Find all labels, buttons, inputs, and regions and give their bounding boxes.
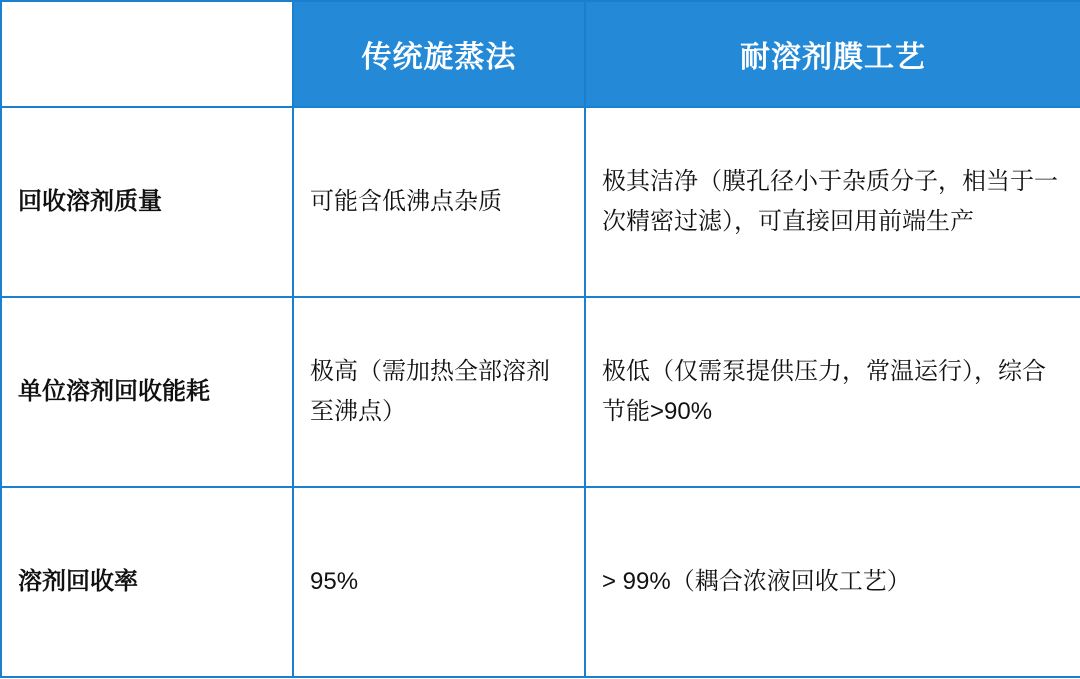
cell-traditional-solvent-quality: 可能含低沸点杂质 — [293, 107, 585, 297]
cell-traditional-recovery-rate: 95% — [293, 487, 585, 677]
row-label-recovery-rate: 溶剂回收率 — [1, 487, 293, 677]
cell-membrane-recovery-rate: > 99%（耦合浓液回收工艺） — [585, 487, 1080, 677]
header-cell-membrane: 耐溶剂膜工艺 — [585, 1, 1080, 107]
header-row — [1, 1, 1080, 107]
table-body — [1, 107, 1080, 677]
cell-membrane-energy-consumption: 极低（仅需泵提供压力，常温运行），综合节能>90% — [585, 297, 1080, 487]
row-label-energy-consumption: 单位溶剂回收能耗 — [1, 297, 293, 487]
table-row — [1, 107, 1080, 297]
row-label-solvent-quality: 回收溶剂质量 — [1, 107, 293, 297]
cell-traditional-energy-consumption: 极高（需加热全部溶剂至沸点） — [293, 297, 585, 487]
header-cell-traditional: 传统旋蒸法 — [293, 1, 585, 107]
table-row — [1, 297, 1080, 487]
cell-membrane-solvent-quality: 极其洁净（膜孔径小于杂质分子，相当于一次精密过滤），可直接回用前端生产 — [585, 107, 1080, 297]
table-header — [1, 1, 1080, 107]
header-cell-corner — [1, 1, 293, 107]
table-row — [1, 487, 1080, 677]
